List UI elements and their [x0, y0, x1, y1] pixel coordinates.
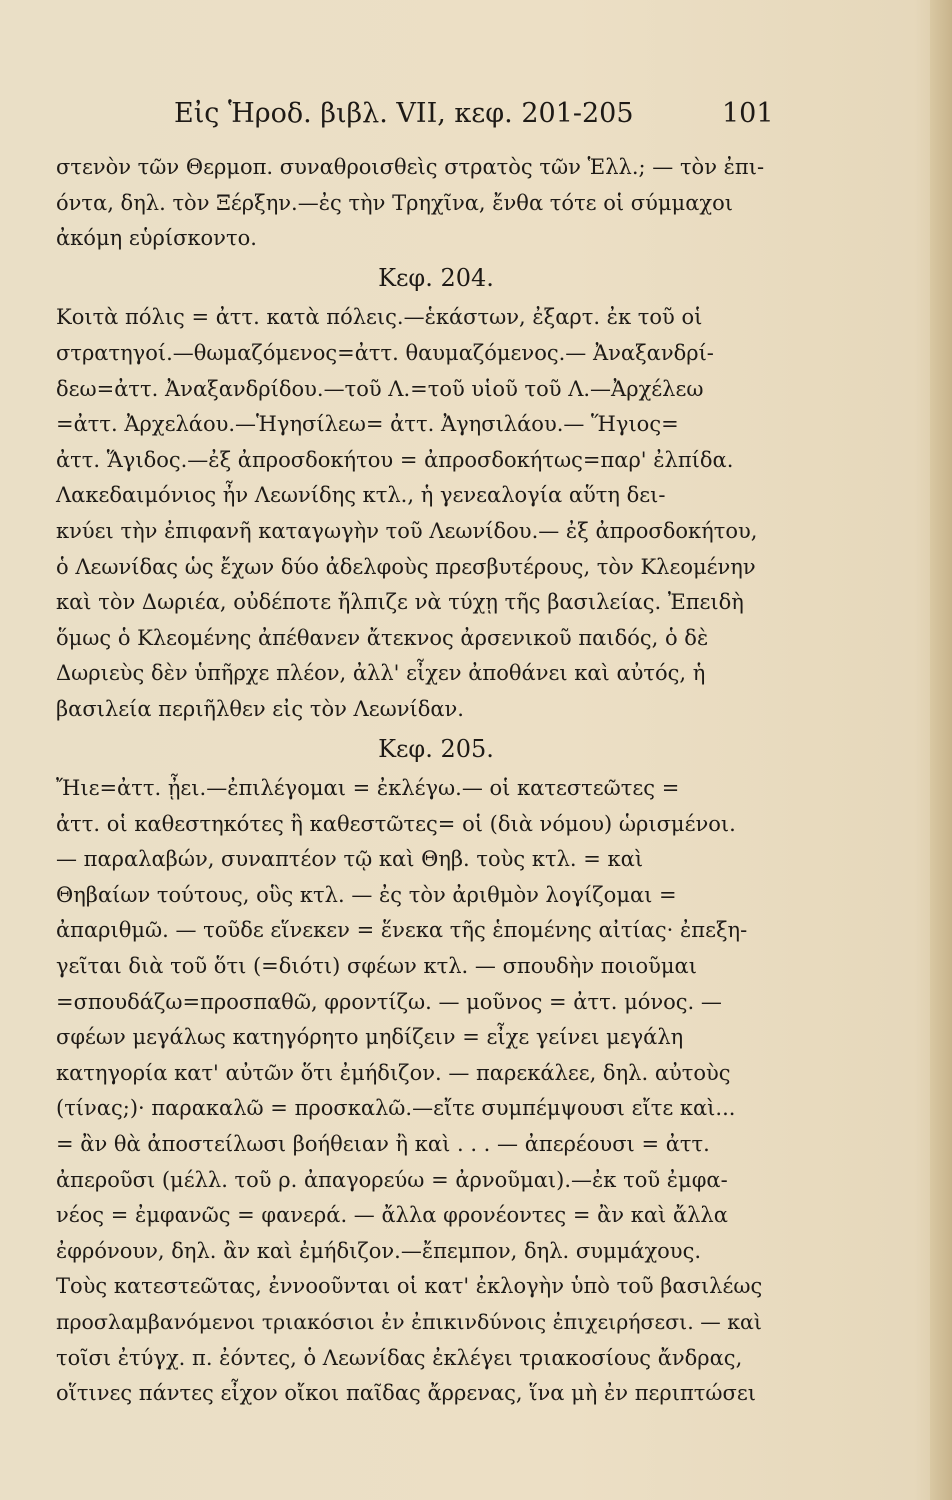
text-line: καὶ τὸν Δωριέα, οὐδέποτε ἤλπιζε νὰ τύχῃ τῆς βασιλείας. Ἐπειδὴ	[56, 590, 744, 615]
text-line: ὅμως ὁ Κλεομένης ἀπέθανεν ἄτεκνος ἀρσενικοῦ παιδός, ὁ δὲ	[56, 625, 709, 650]
text-line: οἵτινες πάντες εἶχον οἴκοι παῖδας ἄρρενας, ἵνα μὴ ἐν περιπτώσει	[56, 1381, 756, 1406]
text-line: Λακεδαιμόνιος ἦν Λεωνίδης κτλ., ἡ γενεαλογία αὕτη δει-	[56, 483, 666, 508]
text-line: = ἂν θὰ ἀποστείλωσι βοήθειαν ἢ καὶ . . . — ἀπερέουσι = ἀττ.	[56, 1132, 710, 1157]
page-edge	[930, 0, 952, 1500]
text-line: ἀττ. οἱ καθεστηκότες ἢ καθεστῶτες= οἱ (διὰ νόμου) ὡρισμένοι.	[56, 811, 736, 836]
text-line: Δωριεὺς δὲν ὑπῆρχε πλέον, ἀλλ' εἶχεν ἀποθάνει καὶ αὐτός, ἡ	[56, 661, 706, 686]
page-number: 101	[722, 98, 774, 129]
text-line: προσλαμβανόμενοι τριακόσιοι ἐν ἐπικινδύνοις ἐπιχειρήσεσι. — καὶ	[56, 1310, 762, 1334]
text-line: Τοὺς κατεστεῶτας, ἐννοοῦνται οἱ κατ' ἐκλογὴν ὑπὸ τοῦ βασιλέως	[56, 1274, 763, 1299]
text-line: =σπουδάζω=προσπαθῶ, φροντίζω. — μοῦνος = ἀττ. μόνος. —	[56, 989, 722, 1014]
text-line: νέος = ἐμφανῶς = φανερά. — ἄλλα φρονέοντες = ἂν καὶ ἄλλα	[56, 1203, 728, 1228]
text-line: ἀκόμη εὑρίσκοντο.	[56, 226, 257, 251]
text-line: γεῖται διὰ τοῦ ὅτι (=διότι) σφέων κτλ. — σπουδὴν ποιοῦμαι	[56, 954, 697, 979]
text-line: σφέων μεγάλως κατηγόρητο μηδίζειν = εἶχε γείνει μεγάλη	[56, 1025, 684, 1050]
text-line: κνύει τὴν ἐπιφανῆ καταγωγὴν τοῦ Λεωνίδου.— ἐξ ἀπροσδοκήτου,	[56, 518, 758, 543]
text-line: ἐφρόνουν, δηλ. ἂν καὶ ἐμήδιζον.—ἔπεμπον, δηλ. συμμάχους.	[56, 1238, 702, 1263]
header-title: Εἰς Ἡροδ. βιβλ. VII, κεφ. 201-205	[174, 98, 634, 129]
chapter-heading-204: Κεφ. 204.	[378, 263, 494, 292]
text-line: — παραλαβών, συναπτέον τῷ καὶ Θηβ. τοὺς κτλ. = καὶ	[56, 847, 644, 872]
text-line: τοῖσι ἐτύγχ. π. ἐόντες, ὁ Λεωνίδας ἐκλέγει τριακοσίους ἄνδρας,	[56, 1345, 743, 1370]
text-line: =ἀττ. Ἀρχελάου.—Ἡγησίλεω= ἀττ. Ἀγησιλάου.— Ἥγιος=	[56, 412, 679, 437]
text-line: (τίνας;)· παρακαλῶ = προσκαλῶ.—εἴτε συμπέμψουσι εἴτε καὶ...	[56, 1096, 736, 1121]
text-line: βασιλεία περιῆλθεν εἰς τὸν Λεωνίδαν.	[56, 696, 464, 721]
text-line: ὁ Λεωνίδας ὡς ἔχων δύο ἀδελφοὺς πρεσβυτέρους, τὸν Κλεομένην	[56, 554, 756, 579]
text-line: Θηβαίων τούτους, οὓς κτλ. — ἐς τὸν ἀριθμὸν λογίζομαι =	[56, 882, 677, 907]
text-line: Ἤιε=ἀττ. ᾖει.—ἐπιλέγομαι = ἐκλέγω.— οἱ κατεστεῶτες =	[56, 776, 680, 801]
text-line: όντα, δηλ. τὸν Ξέρξην.—ἐς τὴν Τρηχῖνα, ἔνθα τότε οἱ σύμμαχοι	[56, 190, 733, 215]
text-line: δεω=ἀττ. Ἀναξανδρίδου.—τοῦ Λ.=τοῦ υἱοῦ τοῦ Λ.—Ἀρχέλεω	[56, 376, 704, 401]
chapter-heading-205: Κεφ. 205.	[378, 734, 494, 763]
text-line: ἀπαριθμῶ. — τοῦδε εἵνεκεν = ἕνεκα τῆς ἑπομένης αἰτίας· ἐπεξη-	[56, 918, 748, 943]
text-line: στρατηγοί.—θωμαζόμενος=ἀττ. θαυμαζόμενος.— Ἀναξανδρί-	[56, 340, 714, 365]
text-line: ἀττ. Ἅγιδος.—ἐξ ἀπροσδοκήτου = ἀπροσδοκήτως=παρ' ἐλπίδα.	[56, 447, 734, 472]
text-line: στενὸν τῶν Θερμοπ. συναθροισθεὶς στρατὸς τῶν Ἑλλ.; — τὸν ἐπι-	[56, 155, 765, 179]
text-line: ἀπεροῦσι (μέλλ. τοῦ ρ. ἀπαγορεύω = ἀρνοῦμαι).—ἐκ τοῦ ἐμφα-	[56, 1167, 728, 1192]
page-body	[56, 150, 776, 1412]
text-line: κατηγορία κατ' αὐτῶν ὅτι ἐμήδιζον. — παρεκάλεε, δηλ. αὐτοὺς	[56, 1060, 731, 1085]
text-line: Κοιτὰ πόλις = ἀττ. κατὰ πόλεις.—ἑκάστων, ἐξαρτ. ἐκ τοῦ οἱ	[56, 305, 703, 330]
running-header	[0, 98, 952, 138]
